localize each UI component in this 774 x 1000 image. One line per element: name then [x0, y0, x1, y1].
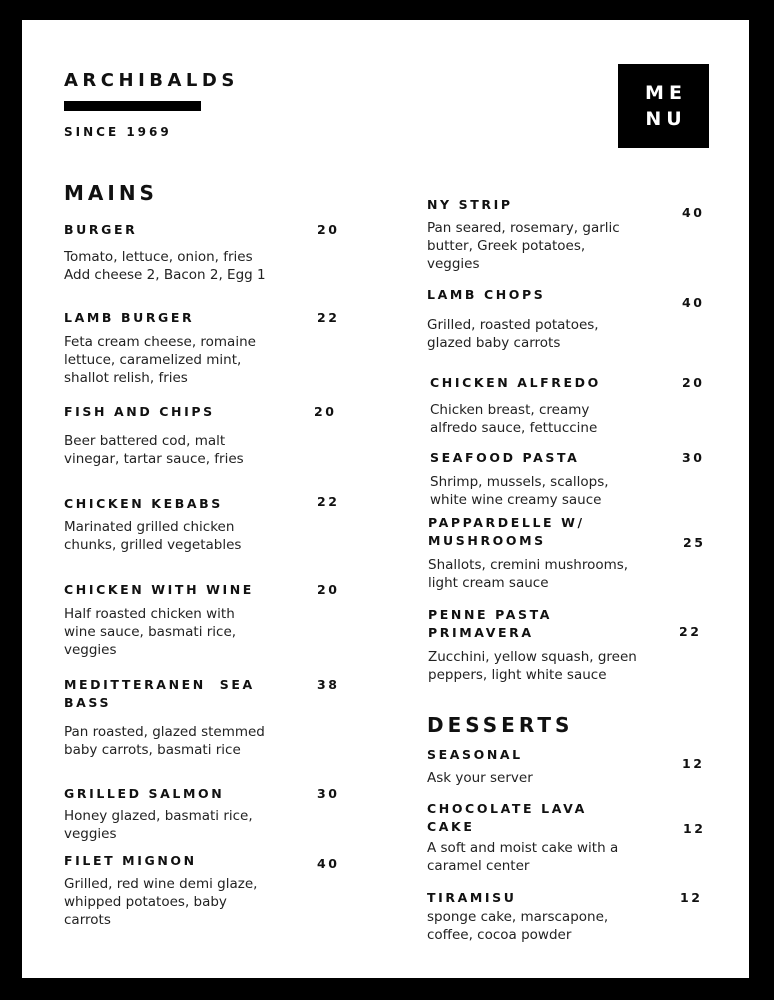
- item-price: 40: [682, 295, 705, 310]
- item-description: Pan roasted, glazed stemmed baby carrots, basmati rice: [64, 724, 265, 758]
- item-description: A soft and moist cake with a caramel center: [427, 840, 619, 874]
- item-price: 22: [317, 494, 340, 509]
- item-description: Grilled, roasted potatoes, glazed baby carrots: [427, 317, 599, 351]
- menu-badge-line2: NU: [645, 108, 687, 130]
- item-price: 20: [314, 404, 337, 419]
- item-description: Shallots, cremini mushrooms, light cream sauce: [428, 557, 629, 591]
- item-description: Half roasted chicken with wine sauce, basmati rice, veggies: [64, 606, 237, 658]
- item-name: SEAFOOD PASTA: [430, 450, 580, 465]
- item-name: LAMB CHOPS: [427, 287, 546, 302]
- item-price: 40: [317, 856, 340, 871]
- item-description: Chicken breast, creamy alfredo sauce, fettuccine: [430, 402, 598, 436]
- item-description: Marinated grilled chicken chunks, grilled vegetables: [64, 519, 242, 553]
- item-name: FILET MIGNON: [64, 853, 197, 868]
- item-name: CHICKEN ALFREDO: [430, 375, 601, 390]
- item-price: 25: [683, 535, 706, 550]
- item-price: 20: [317, 582, 340, 597]
- item-name: BURGER: [64, 222, 138, 237]
- item-name: TIRAMISU: [427, 890, 517, 905]
- item-price: 12: [680, 890, 703, 905]
- item-name: LAMB BURGER: [64, 310, 195, 325]
- item-name: NY STRIP: [427, 197, 513, 212]
- item-description: Tomato, lettuce, onion, fries Add cheese 2, Bacon 2, Egg 1: [64, 249, 266, 283]
- item-price: 40: [682, 205, 705, 220]
- restaurant-name: ARCHIBALDS: [64, 70, 239, 91]
- item-price: 12: [682, 756, 705, 771]
- menu-page: [22, 20, 749, 978]
- item-name: MEDITTERANEN SEA BASS: [64, 677, 255, 710]
- item-price: 20: [682, 375, 705, 390]
- item-price: 12: [683, 821, 706, 836]
- item-name: GRILLED SALMON: [64, 786, 225, 801]
- mains-heading: MAINS: [64, 181, 158, 205]
- item-description: Shrimp, mussels, scallops, white wine creamy sauce: [430, 474, 609, 508]
- menu-badge: [618, 64, 709, 148]
- item-description: sponge cake, marscapone, coffee, cocoa powder: [427, 909, 609, 943]
- item-description: Feta cream cheese, romaine lettuce, caramelized mint, shallot relish, fries: [64, 334, 256, 386]
- item-name: CHICKEN WITH WINE: [64, 582, 254, 597]
- item-price: 30: [682, 450, 705, 465]
- desserts-heading: DESSERTS: [427, 713, 574, 737]
- item-description: Honey glazed, basmati rice, veggies: [64, 808, 253, 842]
- item-description: Grilled, red wine demi glaze, whipped potatoes, baby carrots: [64, 876, 258, 928]
- menu-badge-line1: ME: [645, 82, 687, 104]
- since-tagline: SINCE 1969: [64, 125, 172, 139]
- item-price: 22: [679, 624, 702, 639]
- item-name: CHICKEN KEBABS: [64, 496, 223, 511]
- item-name: SEASONAL: [427, 747, 523, 762]
- item-description: Ask your server: [427, 770, 533, 786]
- item-price: 30: [317, 786, 340, 801]
- brand-underline: [64, 101, 201, 111]
- item-description: Beer battered cod, malt vinegar, tartar sauce, fries: [64, 433, 244, 467]
- item-price: 20: [317, 222, 340, 237]
- item-name: FISH AND CHIPS: [64, 404, 215, 419]
- item-price: 22: [317, 310, 340, 325]
- item-description: Zucchini, yellow squash, green peppers, light white sauce: [428, 649, 637, 683]
- item-name: PENNE PASTA PRIMAVERA: [428, 607, 553, 640]
- item-description: Pan seared, rosemary, garlic butter, Greek potatoes, veggies: [427, 220, 620, 272]
- item-price: 38: [317, 677, 340, 692]
- item-name: CHOCOLATE LAVA CAKE: [427, 801, 587, 834]
- item-name: PAPPARDELLE W/ MUSHROOMS: [428, 515, 585, 548]
